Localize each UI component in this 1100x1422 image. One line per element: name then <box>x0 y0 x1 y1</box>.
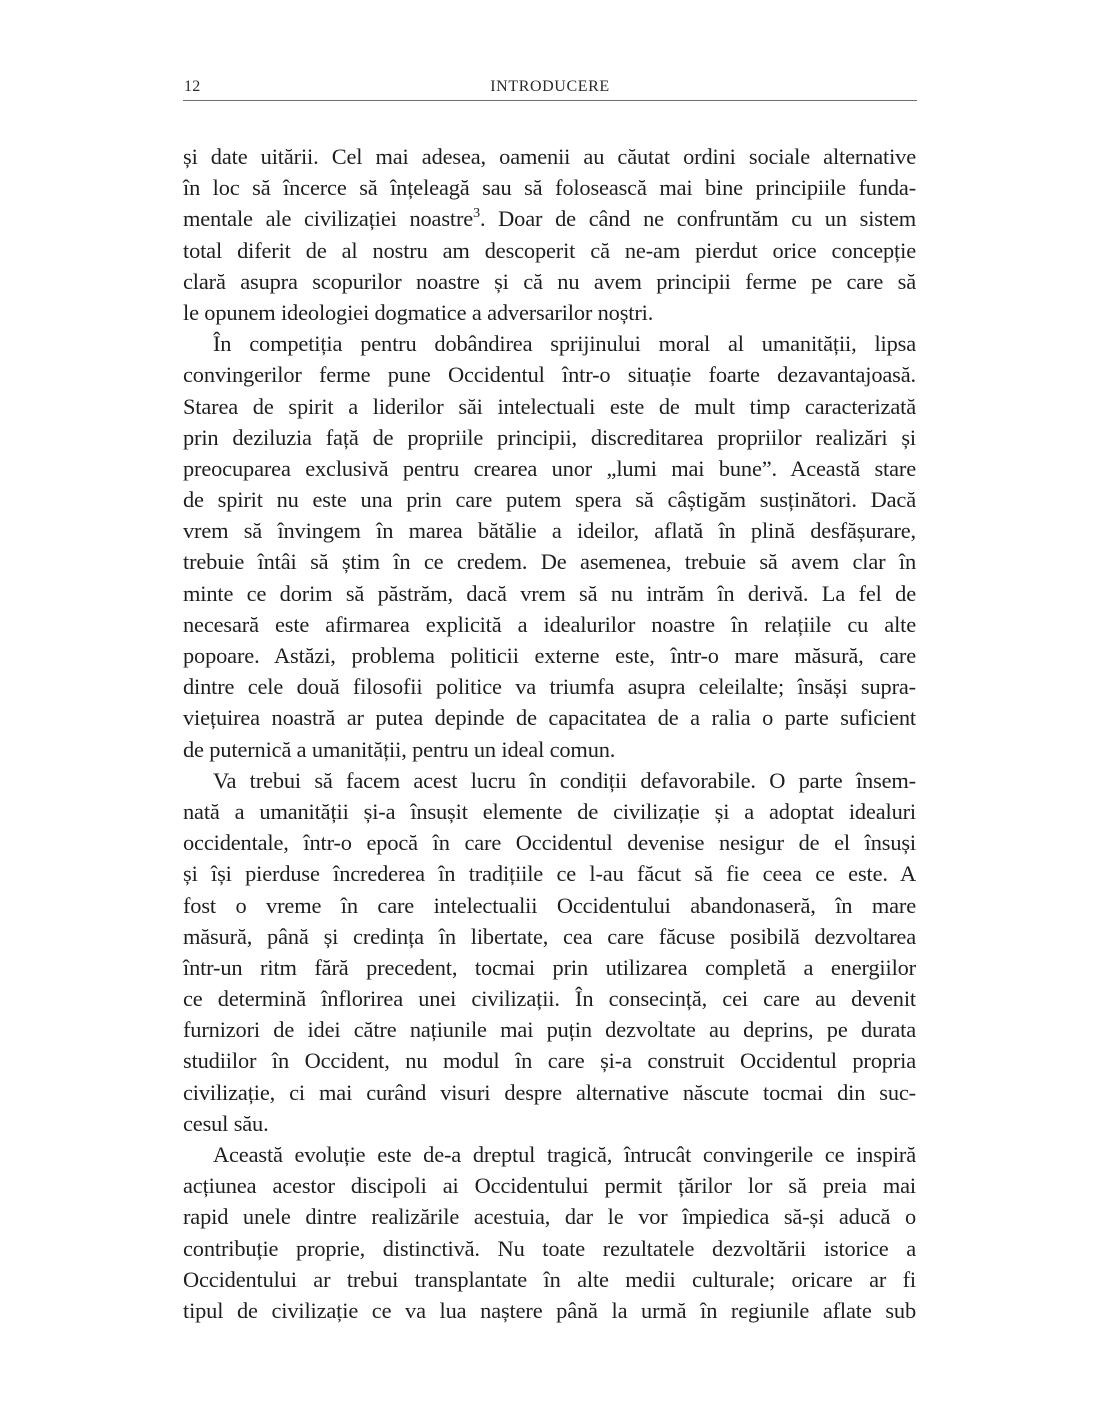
text-line: prin deziluzia față de propriile principii, discreditarea propriilor realizări și <box>183 424 916 450</box>
text-line: furnizori de idei către națiunile mai puțin dezvoltate au deprins, pe durata <box>183 1017 916 1043</box>
text-line: de puternică a umanității, pentru un ideal comun. <box>183 736 616 762</box>
text-line: Va trebui să facem acest lucru în condiții defavorabile. O parte însem- <box>213 767 916 793</box>
text-line <box>183 203 916 234</box>
text-line: În competiția pentru dobândirea sprijinului moral al umanității, lipsa <box>213 331 916 357</box>
paragraph <box>183 328 916 765</box>
footnote-reference[interactable]: 3 <box>473 206 480 222</box>
running-header <box>183 76 917 101</box>
text-line: Această evoluție este de-a dreptul tragică, întrucât convingerile ce inspiră <box>213 1142 916 1167</box>
paragraph <box>183 1139 916 1326</box>
text-line: le opunem ideologiei dogmatice a adversarilor noștri. <box>183 299 654 325</box>
text-line: vrem să învingem în marea bătălie a ideilor, aflată în plină desfășurare, <box>183 518 916 544</box>
paragraph <box>183 141 916 328</box>
text-line: Occidentului ar trebui transplantate în alte medii culturale; oricare ar fi <box>183 1266 916 1292</box>
text-segment: mentale ale civilizației noastre <box>183 206 474 232</box>
text-line: într-un ritm fără precedent, tocmai prin utilizarea completă a energiilor <box>183 954 916 980</box>
text-line: acțiunea acestor discipoli ai Occidentului permit țărilor lor să preia mai <box>183 1173 916 1199</box>
text-line: viețuirea noastră ar putea depinde de capacitatea de a ralia o parte suficient <box>183 705 916 731</box>
text-line: minte ce dorim să păstrăm, dacă vrem să nu intrăm în derivă. La fel de <box>183 580 916 606</box>
text-line: total diferit de al nostru am descoperit că ne-am pierdut orice concepție <box>183 237 916 263</box>
text-line: rapid unele dintre realizările acestuia, dar le vor împiedica să-și aducă o <box>183 1204 916 1230</box>
text-line: clară asupra scopurilor noastre și că nu avem principii ferme pe care să <box>183 268 916 294</box>
text-line: dintre cele două filosofii politice va triumfa asupra celeilalte; însăși supra- <box>183 674 916 700</box>
text-line: și date uitării. Cel mai adesea, oamenii au căutat ordini sociale alternative <box>183 144 916 169</box>
text-line: necesară este afirmarea explicită a idealurilor noastre în relațiile cu alte <box>183 611 916 637</box>
paragraph <box>183 765 916 1139</box>
text-line: ce determină înflorirea unei civilizații. În consecință, cei care au devenit <box>183 986 916 1012</box>
text-line: de spirit nu este una prin care putem spera să câștigăm susținători. Dacă <box>183 487 916 513</box>
text-line: fost o vreme în care intelectualii Occidentului abandonaseră, în mare <box>183 892 916 918</box>
text-line: nată a umanității și-a însușit elemente de civilizație și a adoptat idealuri <box>183 798 916 824</box>
body-text <box>183 141 916 1326</box>
text-line: preocuparea exclusivă pentru crearea unor „lumi mai bune”. Această stare <box>183 455 916 481</box>
text-line: tipul de civilizație ce va lua naștere până la urmă în regiunile aflate sub <box>183 1297 916 1323</box>
text-line: Starea de spirit a liderilor săi intelectuali este de mult timp caracterizată <box>183 393 916 419</box>
text-line: occidentale, într-o epocă în care Occidentul devenise nesigur de el însuși <box>183 830 916 856</box>
text-line: studiilor în Occident, nu modul în care și-a construit Occidentul propria <box>183 1048 916 1074</box>
text-line: în loc să încerce să înțeleagă sau să folosească mai bine principiile funda- <box>183 175 916 201</box>
text-line: contribuție proprie, distinctivă. Nu toate rezultatele dezvoltării istorice a <box>183 1235 916 1261</box>
text-line: măsură, până și credința în libertate, cea care făcuse posibilă dezvoltarea <box>183 923 916 949</box>
text-line: convingerilor ferme pune Occidentul într-o situație foarte dezavantajoasă. <box>183 362 916 388</box>
text-line: popoare. Astăzi, problema politicii externe este, într-o mare măsură, care <box>183 643 916 668</box>
text-line: cesul său. <box>183 1110 269 1136</box>
text-line: trebuie întâi să știm în ce credem. De asemenea, trebuie să avem clar în <box>183 549 916 575</box>
text-line: și își pierduse încrederea în tradițiile ce l-au făcut să fie ceea ce este. A <box>183 861 916 887</box>
page-number: 12 <box>184 78 201 95</box>
running-title: INTRODUCERE <box>490 78 610 95</box>
text-line: civilizație, ci mai curând visuri despre alternative născute tocmai din suc- <box>183 1079 916 1105</box>
text-segment: . Doar de când ne confruntăm cu un sistem <box>479 206 916 232</box>
